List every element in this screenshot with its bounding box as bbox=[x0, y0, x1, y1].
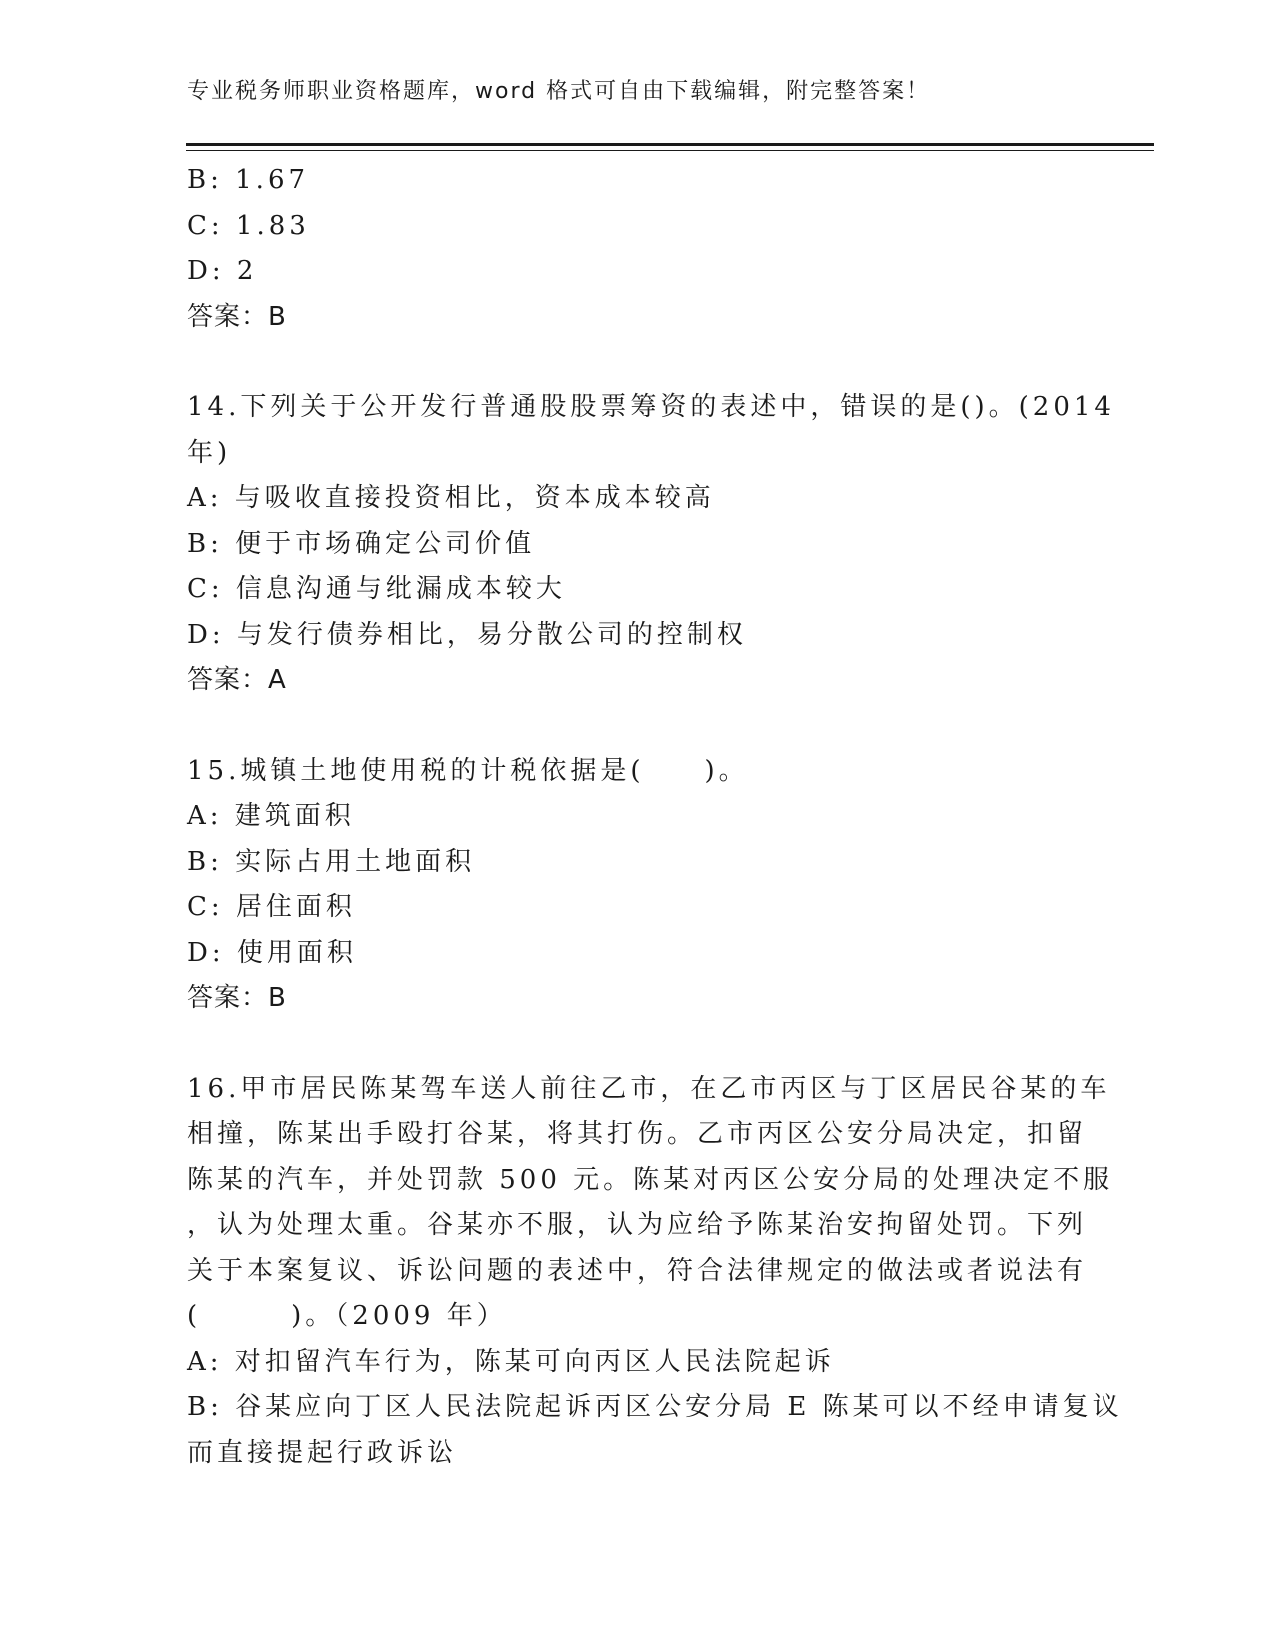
question-stem: 14.下列关于公开发行普通股股票筹资的表述中，错误的是()。(2014 bbox=[187, 392, 1115, 422]
option-d: D: 与发行债券相比，易分散公司的控制权 bbox=[187, 619, 747, 650]
option-b-continued: 而直接提起行政诉讼 bbox=[187, 1437, 458, 1468]
answer: 答案：B bbox=[187, 301, 287, 332]
page-header: 专业税务师职业资格题库，word 格式可自由下载编辑，附完整答案！ bbox=[187, 79, 931, 104]
option-b: B: 便于市场确定公司价值 bbox=[187, 528, 536, 559]
option-c: C: 居住面积 bbox=[187, 892, 356, 922]
question-stem-line: 关于本案复议、诉讼问题的表述中，符合法律规定的做法或者说法有 bbox=[187, 1255, 1088, 1286]
answer: 答案：A bbox=[187, 665, 287, 695]
question-stem: 15.城镇土地使用税的计税依据是( )。 bbox=[187, 755, 749, 786]
option-b: B: 谷某应向丁区人民法院起诉丙区公安分局 E 陈某可以不经申请复议 bbox=[187, 1392, 1123, 1422]
question-16 bbox=[187, 1067, 1123, 1477]
option-c: C: 1.83 bbox=[187, 210, 310, 241]
option-d: D: 使用面积 bbox=[187, 937, 357, 968]
question-stem-continued: 年) bbox=[187, 437, 232, 468]
question-stem-line: ，认为处理太重。谷某亦不服，认为应给予陈某治安拘留处罚。下列 bbox=[187, 1210, 1088, 1240]
header-rule-thick bbox=[186, 143, 1154, 146]
question-stem-line: ( )。（2009 年） bbox=[187, 1301, 507, 1331]
option-a: A: 与吸收直接投资相比，资本成本较高 bbox=[187, 483, 715, 513]
option-a: A: 建筑面积 bbox=[187, 801, 355, 831]
question-stem-line: 相撞，陈某出手殴打谷某，将其打伤。乙市丙区公安分局决定，扣留 bbox=[187, 1119, 1088, 1149]
option-b: B: 实际占用土地面积 bbox=[187, 846, 476, 877]
prev-question bbox=[187, 158, 1077, 340]
header-rule-thin bbox=[186, 150, 1154, 151]
spacer bbox=[187, 704, 1077, 749]
question-14 bbox=[187, 385, 1115, 704]
question-15 bbox=[187, 749, 1077, 1022]
option-d: D: 2 bbox=[187, 256, 258, 286]
answer: 答案：B bbox=[187, 983, 287, 1013]
option-b: B: 1.67 bbox=[187, 165, 310, 195]
spacer bbox=[187, 1022, 1077, 1067]
option-c: C: 信息沟通与纰漏成本较大 bbox=[187, 574, 566, 604]
option-a: A: 对扣留汽车行为，陈某可向丙区人民法院起诉 bbox=[187, 1346, 835, 1377]
question-stem-line: 16.甲市居民陈某驾车送人前往乙市，在乙市丙区与丁区居民谷某的车 bbox=[187, 1073, 1111, 1104]
spacer bbox=[187, 340, 1077, 385]
question-stem-line: 陈某的汽车，并处罚款 500 元。陈某对丙区公安分局的处理决定不服 bbox=[187, 1164, 1114, 1195]
question-content bbox=[187, 158, 1123, 1476]
